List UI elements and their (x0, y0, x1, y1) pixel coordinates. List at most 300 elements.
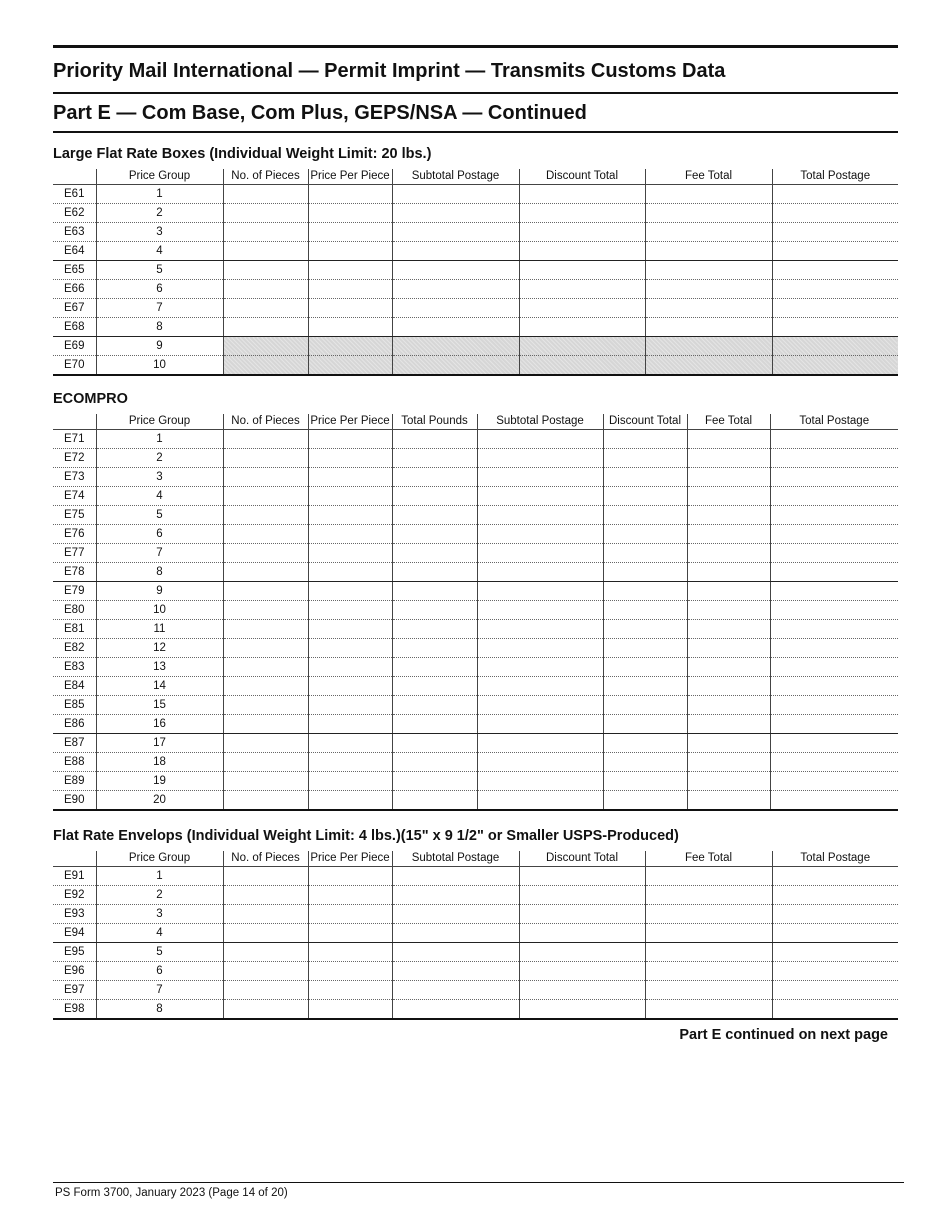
no-of-pieces-field[interactable] (223, 962, 308, 981)
fee-total-field[interactable] (687, 525, 770, 544)
price-per-piece-field[interactable] (308, 658, 392, 677)
total-postage-field[interactable] (772, 299, 898, 318)
discount-total-field[interactable] (603, 430, 687, 449)
price-per-piece-field[interactable] (308, 981, 392, 1000)
fee-total-field[interactable] (687, 753, 770, 772)
price-per-piece-field[interactable] (308, 677, 392, 696)
price-per-piece-field[interactable] (308, 280, 392, 299)
subtotal-postage-field[interactable] (392, 242, 519, 261)
discount-total-field[interactable] (519, 204, 645, 223)
no-of-pieces-field[interactable] (223, 506, 308, 525)
total-pounds-field[interactable] (392, 791, 477, 811)
discount-total-field[interactable] (519, 943, 645, 962)
total-pounds-field[interactable] (392, 468, 477, 487)
discount-total-field[interactable] (603, 734, 687, 753)
table-row (53, 753, 898, 772)
price-per-piece-field[interactable] (308, 487, 392, 506)
subtotal-postage-field[interactable] (477, 639, 603, 658)
price-group: 10 (96, 356, 223, 376)
subtotal-postage-field[interactable] (392, 962, 519, 981)
price-per-piece-field[interactable] (308, 468, 392, 487)
price-per-piece-field[interactable] (308, 791, 392, 811)
price-per-piece-field[interactable] (308, 242, 392, 261)
price-per-piece-field[interactable] (308, 185, 392, 204)
fee-total-field[interactable] (687, 487, 770, 506)
price-per-piece-field[interactable] (308, 905, 392, 924)
total-pounds-field[interactable] (392, 753, 477, 772)
subtotal-postage-field[interactable] (477, 449, 603, 468)
total-pounds-field[interactable] (392, 582, 477, 601)
total-pounds-field[interactable] (392, 734, 477, 753)
no-of-pieces-field[interactable] (223, 299, 308, 318)
fee-total-field[interactable] (687, 544, 770, 563)
price-per-piece-field[interactable] (308, 449, 392, 468)
total-postage-field[interactable] (770, 430, 898, 449)
total-pounds-field[interactable] (392, 715, 477, 734)
line-code: E74 (53, 487, 96, 506)
fee-total-field[interactable] (645, 204, 772, 223)
discount-total-field[interactable] (519, 261, 645, 280)
price-per-piece-field[interactable] (308, 356, 392, 376)
discount-total-field[interactable] (603, 772, 687, 791)
no-of-pieces-field[interactable] (223, 696, 308, 715)
continued-note: Part E continued on next page (679, 1027, 888, 1043)
price-group: 3 (96, 468, 223, 487)
fee-total-field[interactable] (645, 299, 772, 318)
total-postage-field[interactable] (770, 449, 898, 468)
column-header-fee-total: Fee Total (645, 851, 772, 867)
fee-total-field[interactable] (687, 639, 770, 658)
line-code: E76 (53, 525, 96, 544)
line-code: E80 (53, 601, 96, 620)
discount-total-field[interactable] (603, 582, 687, 601)
fee-total-field[interactable] (687, 430, 770, 449)
price-per-piece-field[interactable] (308, 204, 392, 223)
subtotal-postage-field[interactable] (392, 318, 519, 337)
discount-total-field[interactable] (519, 337, 645, 356)
fee-total-field[interactable] (687, 696, 770, 715)
price-per-piece-field[interactable] (308, 261, 392, 280)
fee-total-field[interactable] (687, 563, 770, 582)
total-pounds-field[interactable] (392, 430, 477, 449)
total-postage-field[interactable] (772, 1000, 898, 1020)
fee-total-field[interactable] (645, 356, 772, 376)
subtotal-postage-field[interactable] (392, 1000, 519, 1020)
line-code: E94 (53, 924, 96, 943)
no-of-pieces-field[interactable] (223, 337, 308, 356)
price-per-piece-field[interactable] (308, 639, 392, 658)
total-postage-field[interactable] (770, 582, 898, 601)
price-group: 20 (96, 791, 223, 811)
no-of-pieces-field[interactable] (223, 620, 308, 639)
no-of-pieces-field[interactable] (223, 185, 308, 204)
column-header-price-per-piece: Price Per Piece (308, 169, 392, 185)
discount-total-field[interactable] (519, 299, 645, 318)
table-row (53, 525, 898, 544)
table-row (53, 299, 898, 318)
discount-total-field[interactable] (519, 223, 645, 242)
fee-total-field[interactable] (687, 620, 770, 639)
total-pounds-field[interactable] (392, 772, 477, 791)
price-per-piece-field[interactable] (308, 620, 392, 639)
subtotal-postage-field[interactable] (477, 563, 603, 582)
price-per-piece-field[interactable] (308, 772, 392, 791)
discount-total-field[interactable] (519, 242, 645, 261)
section-title-flat-rate-envelopes: Flat Rate Envelops (Individual Weight Limit: 4 lbs.)(15" x 9 1/2" or Smaller USPS-Produced) (53, 828, 679, 844)
price-per-piece-field[interactable] (308, 924, 392, 943)
price-group: 1 (96, 867, 223, 886)
price-per-piece-field[interactable] (308, 544, 392, 563)
no-of-pieces-field[interactable] (223, 791, 308, 811)
total-postage-field[interactable] (770, 468, 898, 487)
discount-total-field[interactable] (519, 924, 645, 943)
discount-total-field[interactable] (603, 677, 687, 696)
total-pounds-field[interactable] (392, 696, 477, 715)
fee-total-field[interactable] (687, 449, 770, 468)
discount-total-field[interactable] (519, 185, 645, 204)
table-row (53, 563, 898, 582)
total-pounds-field[interactable] (392, 639, 477, 658)
no-of-pieces-field[interactable] (223, 204, 308, 223)
no-of-pieces-field[interactable] (223, 563, 308, 582)
line-code: E90 (53, 791, 96, 811)
total-postage-field[interactable] (772, 223, 898, 242)
table-row (53, 867, 898, 886)
subtotal-postage-field[interactable] (392, 261, 519, 280)
no-of-pieces-field[interactable] (223, 449, 308, 468)
column-header-price-per-piece: Price Per Piece (308, 414, 392, 430)
fee-total-field[interactable] (687, 601, 770, 620)
no-of-pieces-field[interactable] (223, 772, 308, 791)
total-postage-field[interactable] (770, 677, 898, 696)
price-per-piece-field[interactable] (308, 867, 392, 886)
subtotal-postage-field[interactable] (477, 544, 603, 563)
subtotal-postage-field[interactable] (392, 204, 519, 223)
total-postage-field[interactable] (772, 261, 898, 280)
discount-total-field[interactable] (603, 791, 687, 811)
discount-total-field[interactable] (603, 525, 687, 544)
price-group: 7 (96, 981, 223, 1000)
subtotal-postage-field[interactable] (392, 280, 519, 299)
line-code: E97 (53, 981, 96, 1000)
total-postage-field[interactable] (770, 506, 898, 525)
total-postage-field[interactable] (772, 318, 898, 337)
discount-total-field[interactable] (603, 563, 687, 582)
line-code: E85 (53, 696, 96, 715)
fee-total-field[interactable] (645, 981, 772, 1000)
table-row (53, 318, 898, 337)
total-pounds-field[interactable] (392, 563, 477, 582)
discount-total-field[interactable] (519, 280, 645, 299)
discount-total-field[interactable] (603, 658, 687, 677)
total-postage-field[interactable] (770, 563, 898, 582)
discount-total-field[interactable] (603, 468, 687, 487)
no-of-pieces-field[interactable] (223, 867, 308, 886)
fee-total-field[interactable] (645, 261, 772, 280)
no-of-pieces-field[interactable] (223, 886, 308, 905)
no-of-pieces-field[interactable] (223, 639, 308, 658)
total-pounds-field[interactable] (392, 620, 477, 639)
price-per-piece-field[interactable] (308, 1000, 392, 1020)
total-postage-field[interactable] (770, 696, 898, 715)
line-code: E72 (53, 449, 96, 468)
total-pounds-field[interactable] (392, 487, 477, 506)
subtotal-postage-field[interactable] (477, 525, 603, 544)
subtotal-postage-field[interactable] (477, 487, 603, 506)
price-group: 13 (96, 658, 223, 677)
subtotal-postage-field[interactable] (477, 658, 603, 677)
total-postage-field[interactable] (772, 356, 898, 376)
total-postage-field[interactable] (772, 204, 898, 223)
subtotal-postage-field[interactable] (392, 943, 519, 962)
fee-total-field[interactable] (687, 772, 770, 791)
table-row (53, 962, 898, 981)
price-per-piece-field[interactable] (308, 582, 392, 601)
subtotal-postage-field[interactable] (477, 715, 603, 734)
fee-total-field[interactable] (687, 715, 770, 734)
fee-total-field[interactable] (645, 905, 772, 924)
no-of-pieces-field[interactable] (223, 487, 308, 506)
price-group: 9 (96, 582, 223, 601)
fee-total-field[interactable] (645, 1000, 772, 1020)
subtotal-postage-field[interactable] (477, 753, 603, 772)
total-pounds-field[interactable] (392, 658, 477, 677)
column-header-total-postage: Total Postage (772, 169, 898, 185)
column-header-subtotal-postage: Subtotal Postage (392, 851, 519, 867)
subtotal-postage-field[interactable] (392, 981, 519, 1000)
fee-total-field[interactable] (645, 337, 772, 356)
subtotal-postage-field[interactable] (392, 886, 519, 905)
no-of-pieces-field[interactable] (223, 658, 308, 677)
price-per-piece-field[interactable] (308, 734, 392, 753)
discount-total-field[interactable] (603, 696, 687, 715)
column-header-no-of-pieces: No. of Pieces (223, 851, 308, 867)
total-pounds-field[interactable] (392, 677, 477, 696)
no-of-pieces-field[interactable] (223, 544, 308, 563)
fee-total-field[interactable] (645, 242, 772, 261)
fee-total-field[interactable] (645, 886, 772, 905)
no-of-pieces-field[interactable] (223, 943, 308, 962)
subtotal-postage-field[interactable] (392, 924, 519, 943)
subtotal-postage-field[interactable] (392, 905, 519, 924)
subtotal-postage-field[interactable] (392, 337, 519, 356)
no-of-pieces-field[interactable] (223, 468, 308, 487)
fee-total-field[interactable] (645, 185, 772, 204)
line-code: E75 (53, 506, 96, 525)
price-per-piece-field[interactable] (308, 223, 392, 242)
total-postage-field[interactable] (770, 601, 898, 620)
subtotal-postage-field[interactable] (477, 791, 603, 811)
no-of-pieces-field[interactable] (223, 242, 308, 261)
column-header-price-per-piece: Price Per Piece (308, 851, 392, 867)
column-header-code (53, 851, 96, 867)
no-of-pieces-field[interactable] (223, 734, 308, 753)
total-postage-field[interactable] (772, 962, 898, 981)
price-per-piece-field[interactable] (308, 886, 392, 905)
discount-total-field[interactable] (519, 318, 645, 337)
total-postage-field[interactable] (770, 715, 898, 734)
fee-total-field[interactable] (687, 658, 770, 677)
column-header-price-group: Price Group (96, 414, 223, 430)
price-group: 15 (96, 696, 223, 715)
discount-total-field[interactable] (603, 487, 687, 506)
total-pounds-field[interactable] (392, 601, 477, 620)
no-of-pieces-field[interactable] (223, 753, 308, 772)
total-postage-field[interactable] (772, 905, 898, 924)
column-header-total-pounds: Total Pounds (392, 414, 477, 430)
no-of-pieces-field[interactable] (223, 280, 308, 299)
price-per-piece-field[interactable] (308, 430, 392, 449)
subtotal-postage-field[interactable] (477, 601, 603, 620)
price-group: 5 (96, 261, 223, 280)
no-of-pieces-field[interactable] (223, 430, 308, 449)
subtotal-postage-field[interactable] (477, 734, 603, 753)
price-per-piece-field[interactable] (308, 943, 392, 962)
discount-total-field[interactable] (603, 449, 687, 468)
subtotal-postage-field[interactable] (477, 506, 603, 525)
total-pounds-field[interactable] (392, 449, 477, 468)
subtotal-postage-field[interactable] (477, 620, 603, 639)
table-row (53, 981, 898, 1000)
line-code: E93 (53, 905, 96, 924)
fee-total-field[interactable] (645, 867, 772, 886)
total-postage-field[interactable] (770, 487, 898, 506)
total-pounds-field[interactable] (392, 506, 477, 525)
fee-total-field[interactable] (645, 924, 772, 943)
price-per-piece-field[interactable] (308, 299, 392, 318)
no-of-pieces-field[interactable] (223, 905, 308, 924)
discount-total-field[interactable] (603, 544, 687, 563)
discount-total-field[interactable] (603, 620, 687, 639)
fee-total-field[interactable] (645, 280, 772, 299)
total-postage-field[interactable] (772, 242, 898, 261)
column-header-total-postage: Total Postage (772, 851, 898, 867)
fee-total-field[interactable] (645, 318, 772, 337)
total-postage-field[interactable] (772, 886, 898, 905)
subtotal-postage-field[interactable] (477, 582, 603, 601)
no-of-pieces-field[interactable] (223, 715, 308, 734)
table-row (53, 601, 898, 620)
discount-total-field[interactable] (519, 356, 645, 376)
price-per-piece-field[interactable] (308, 962, 392, 981)
subtotal-postage-field[interactable] (392, 299, 519, 318)
no-of-pieces-field[interactable] (223, 601, 308, 620)
discount-total-field[interactable] (519, 981, 645, 1000)
no-of-pieces-field[interactable] (223, 525, 308, 544)
table-row (53, 620, 898, 639)
total-postage-field[interactable] (770, 544, 898, 563)
price-per-piece-field[interactable] (308, 525, 392, 544)
discount-total-field[interactable] (519, 886, 645, 905)
total-postage-field[interactable] (772, 981, 898, 1000)
total-postage-field[interactable] (770, 620, 898, 639)
no-of-pieces-field[interactable] (223, 223, 308, 242)
column-header-discount-total: Discount Total (519, 169, 645, 185)
fee-total-field[interactable] (687, 582, 770, 601)
subtotal-postage-field[interactable] (477, 677, 603, 696)
price-per-piece-field[interactable] (308, 506, 392, 525)
no-of-pieces-field[interactable] (223, 356, 308, 376)
subtotal-postage-field[interactable] (392, 356, 519, 376)
discount-total-field[interactable] (603, 639, 687, 658)
table-header-row (53, 414, 898, 430)
discount-total-field[interactable] (603, 715, 687, 734)
subtotal-postage-field[interactable] (392, 223, 519, 242)
total-postage-field[interactable] (770, 525, 898, 544)
fee-total-field[interactable] (687, 791, 770, 811)
fee-total-field[interactable] (687, 506, 770, 525)
total-pounds-field[interactable] (392, 544, 477, 563)
column-header-price-group: Price Group (96, 851, 223, 867)
total-postage-field[interactable] (770, 772, 898, 791)
discount-total-field[interactable] (519, 1000, 645, 1020)
discount-total-field[interactable] (603, 753, 687, 772)
fee-total-field[interactable] (645, 223, 772, 242)
no-of-pieces-field[interactable] (223, 1000, 308, 1020)
total-postage-field[interactable] (770, 658, 898, 677)
form-title: Priority Mail International — Permit Imprint — Transmits Customs Data (53, 60, 726, 82)
price-group: 5 (96, 506, 223, 525)
total-postage-field[interactable] (770, 753, 898, 772)
discount-total-field[interactable] (519, 962, 645, 981)
column-header-discount-total: Discount Total (603, 414, 687, 430)
fee-total-field[interactable] (687, 734, 770, 753)
subtotal-postage-field[interactable] (392, 867, 519, 886)
section-title-ecompro: ECOMPRO (53, 391, 128, 407)
total-postage-field[interactable] (772, 867, 898, 886)
total-postage-field[interactable] (772, 924, 898, 943)
total-postage-field[interactable] (772, 337, 898, 356)
no-of-pieces-field[interactable] (223, 981, 308, 1000)
price-per-piece-field[interactable] (308, 337, 392, 356)
total-postage-field[interactable] (770, 639, 898, 658)
price-per-piece-field[interactable] (308, 696, 392, 715)
fee-total-field[interactable] (645, 943, 772, 962)
total-postage-field[interactable] (772, 185, 898, 204)
price-per-piece-field[interactable] (308, 563, 392, 582)
total-pounds-field[interactable] (392, 525, 477, 544)
line-code: E79 (53, 582, 96, 601)
column-header-code (53, 414, 96, 430)
discount-total-field[interactable] (519, 905, 645, 924)
no-of-pieces-field[interactable] (223, 677, 308, 696)
subtotal-postage-field[interactable] (477, 468, 603, 487)
no-of-pieces-field[interactable] (223, 318, 308, 337)
total-postage-field[interactable] (772, 280, 898, 299)
fee-total-field[interactable] (645, 962, 772, 981)
subtotal-postage-field[interactable] (392, 185, 519, 204)
no-of-pieces-field[interactable] (223, 924, 308, 943)
subtotal-postage-field[interactable] (477, 772, 603, 791)
price-per-piece-field[interactable] (308, 318, 392, 337)
no-of-pieces-field[interactable] (223, 582, 308, 601)
price-per-piece-field[interactable] (308, 715, 392, 734)
fee-total-field[interactable] (687, 468, 770, 487)
subtotal-postage-field[interactable] (477, 430, 603, 449)
price-per-piece-field[interactable] (308, 753, 392, 772)
total-postage-field[interactable] (772, 943, 898, 962)
total-postage-field[interactable] (770, 734, 898, 753)
table-row (53, 242, 898, 261)
subtotal-postage-field[interactable] (477, 696, 603, 715)
price-per-piece-field[interactable] (308, 601, 392, 620)
discount-total-field[interactable] (603, 506, 687, 525)
total-postage-field[interactable] (770, 791, 898, 811)
no-of-pieces-field[interactable] (223, 261, 308, 280)
discount-total-field[interactable] (603, 601, 687, 620)
discount-total-field[interactable] (519, 867, 645, 886)
fee-total-field[interactable] (687, 677, 770, 696)
